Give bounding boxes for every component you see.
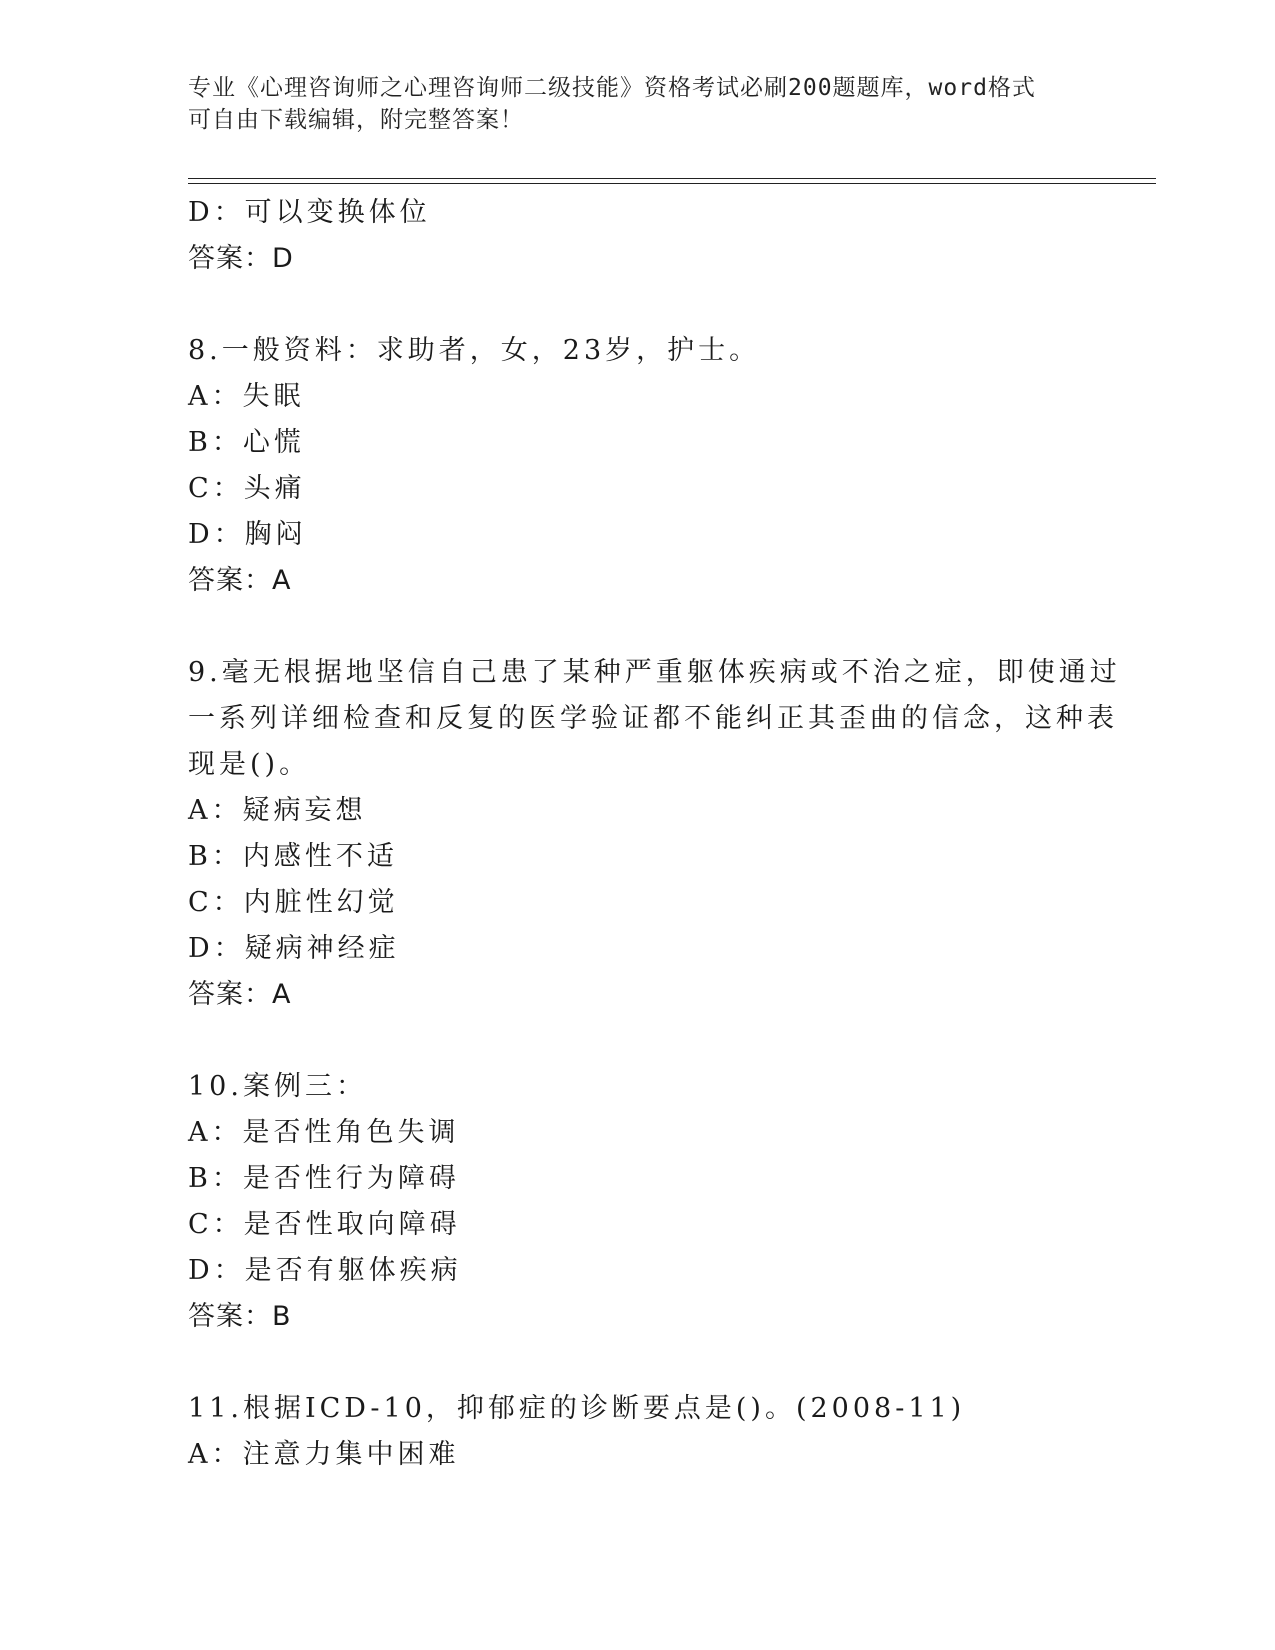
option-d: D：胸闷	[188, 519, 307, 550]
question-stem: 10.案例三：	[188, 1071, 367, 1102]
header-line-2: 可自由下载编辑，附完整答案！	[188, 107, 524, 133]
question-stem-line-2: 一系列详细检查和反复的医学验证都不能纠正其歪曲的信念，这种表	[188, 703, 1118, 734]
option-d: D：疑病神经症	[188, 933, 400, 964]
option-c: C：是否性取向障碍	[188, 1209, 461, 1240]
option-c: C：内脏性幻觉	[188, 887, 399, 918]
question-11	[188, 1386, 1068, 1478]
header-divider-top	[188, 178, 1156, 179]
option-a: A：注意力集中困难	[188, 1439, 460, 1470]
question-stem-line-1: 9.毫无根据地坚信自己患了某种严重躯体疾病或不治之症，即使通过	[188, 657, 1121, 688]
option-d: D：可以变换体位	[188, 197, 431, 228]
option-b: B：心慌	[188, 427, 305, 458]
option-b: B：是否性行为障碍	[188, 1163, 460, 1194]
option-a: A：疑病妄想	[188, 795, 367, 826]
question-list	[188, 190, 1121, 1478]
option-a: A：失眠	[188, 381, 305, 412]
answer-line: 答案：B	[188, 1301, 292, 1332]
question-8	[188, 328, 1068, 604]
option-a: A：是否性角色失调	[188, 1117, 460, 1148]
question-7-tail	[188, 190, 1068, 282]
option-d: D：是否有躯体疾病	[188, 1255, 462, 1286]
question-stem: 11.根据ICD-10，抑郁症的诊断要点是()。(2008-11)	[188, 1393, 966, 1424]
header-line-1: 专业《心理咨询师之心理咨询师二级技能》资格考试必刷200题题库，word格式	[188, 75, 1036, 101]
question-stem: 8.一般资料：求助者，女，23岁，护士。	[188, 335, 761, 366]
document-header	[188, 72, 1068, 136]
question-10	[188, 1064, 1068, 1340]
option-c: C：头痛	[188, 473, 306, 504]
answer-line: 答案：A	[188, 979, 292, 1010]
question-9	[188, 650, 1121, 1018]
question-stem-line-3: 现是()。	[188, 749, 311, 780]
option-b: B：内感性不适	[188, 841, 398, 872]
answer-line: 答案：A	[188, 565, 292, 596]
answer-line: 答案：D	[188, 243, 294, 274]
header-divider-bottom	[188, 183, 1156, 184]
